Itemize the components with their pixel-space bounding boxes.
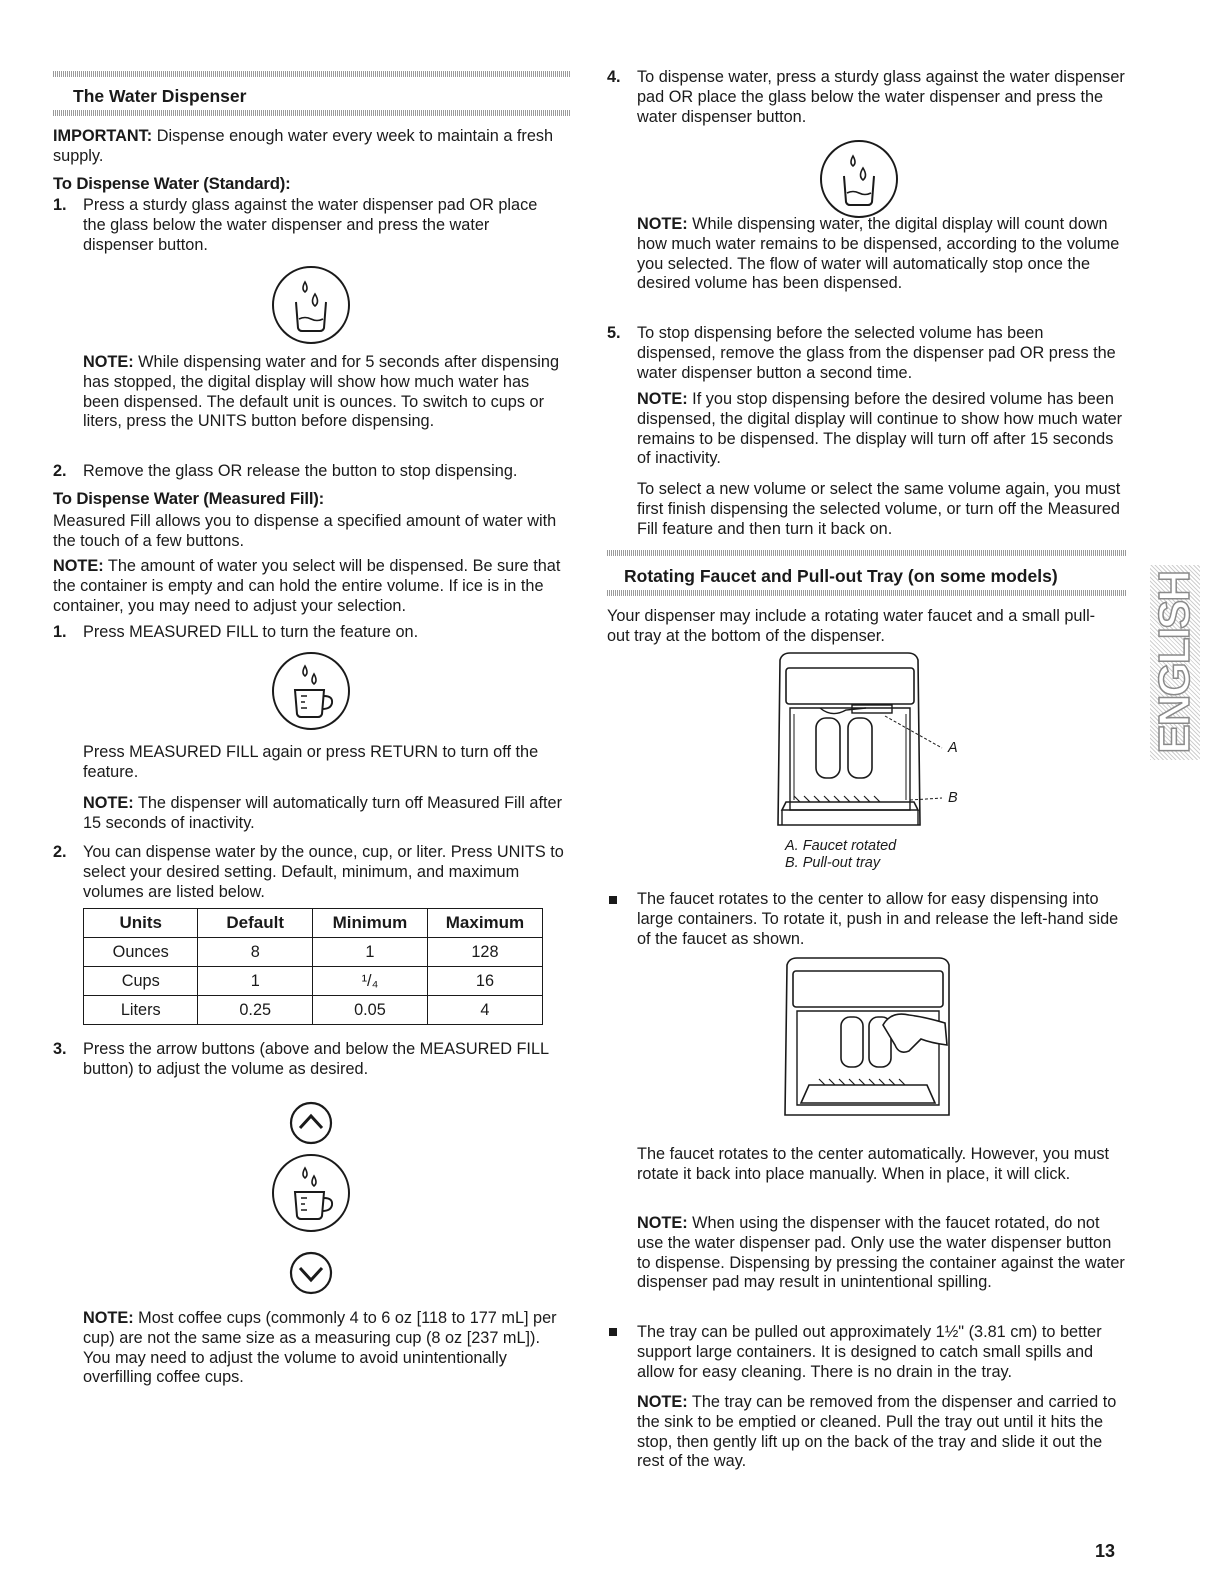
standard-heading: To Dispense Water (Standard): [53, 174, 291, 193]
step-number: 1. [53, 196, 67, 214]
bullet [609, 1328, 617, 1336]
rotating-faucet-note: NOTE: When using the dispenser with the faucet rotated, do not use the water dispenser pad. Only use the water dispenser button to dispense. Dispensing by pressing the container against the water dispenser pad may result in unintentional spilling. [637, 1214, 1125, 1292]
measured-fill-step-3: Press the arrow buttons (above and below the MEASURED FILL button) to adjust the volume as desired. [83, 1040, 549, 1078]
standard-note: NOTE: While dispensing water and for 5 seconds after dispensing has stopped, the digital display will show how much water has been dispensed. The default unit is ounces. To switch to cups or liters, press the UNITS button before dispensing. [83, 353, 560, 431]
measured-fill-off-note: NOTE: The dispenser will automatically turn off Measured Fill after 15 seconds of inactivity. [83, 794, 562, 832]
arrow-up-icon [288, 1100, 334, 1146]
measured-fill-note: NOTE: The amount of water you select will be dispensed. Be sure that the container is empty and can hold the entire volume. If ice is in the container, you may need to adjust your selection. [53, 557, 561, 615]
page-number: 13 [1095, 1541, 1116, 1561]
step-4-note: NOTE: While dispensing water, the digital display will count down how much water remains to be dispensed, according to the volume you selected. The flow of water will automatically stop once the desired volume has been dispensed. [637, 215, 1120, 293]
measured-fill-off-text: Press MEASURED FILL again or press RETURN to turn off the feature. [83, 743, 539, 781]
rotating-faucet-intro: Your dispenser may include a rotating water faucet and a small pull-out tray at the bottom of the dispenser. [607, 607, 1096, 645]
measured-fill-step-1: Press MEASURED FILL to turn the feature on. [83, 623, 419, 641]
table-header: Minimum [312, 909, 427, 938]
table-cell: 1 [198, 967, 313, 996]
measured-fill-step-4: To dispense water, press a sturdy glass against the water dispenser pad OR place the glass below the water dispenser and press the water dispenser button. [637, 68, 1125, 126]
diagram-caption-b: B. Pull-out tray [785, 855, 881, 871]
volume-table [83, 908, 543, 1025]
table-row [84, 967, 543, 996]
table-header: Default [198, 909, 313, 938]
language-tab [1150, 565, 1200, 760]
table-cell: ¹/₄ [312, 967, 427, 996]
faucet-rotation-diagram [775, 955, 965, 1120]
table-row [84, 996, 543, 1025]
pull-out-tray-note: NOTE: The tray can be removed from the dispenser and carried to the sink to be emptied or cleaned. Pull the tray out until it hits the stop, then gently lift up on the back of the tray and slide it out the rest of the way. [637, 1393, 1117, 1471]
measured-fill-step-2: You can dispense water by the ounce, cup, or liter. Press UNITS to select your desired setting. Default, minimum, and maximum volumes are listed below. [83, 843, 564, 901]
table-row [84, 938, 543, 967]
step-number: 5. [607, 324, 621, 342]
step-5-more: To select a new volume or select the same volume again, you must first finish dispensing the selected volume, or turn off the Measured Fill feature and then turn it back on. [637, 480, 1121, 538]
step-number: 4. [607, 68, 621, 86]
measured-fill-intro: Measured Fill allows you to dispense a specified amount of water with the touch of a few buttons. [53, 512, 557, 550]
measured-fill-step-5: To stop dispensing before the selected volume has been dispensed, remove the glass from the dispenser pad OR press the water dispenser button a second time. [637, 324, 1116, 382]
table-cell: 16 [427, 967, 542, 996]
section-rule-bottom [53, 110, 571, 116]
section-rule-top [53, 71, 571, 77]
table-cell: 0.05 [312, 996, 427, 1025]
rotating-faucet-auto-text: The faucet rotates to the center automatically. However, you must rotate it back into place manually. When in place, it will click. [637, 1145, 1110, 1183]
step-5-note: NOTE: If you stop dispensing before the desired volume has been dispensed, the digital display will continue to show how much water remains to be dispensed. The display will turn off after 15 seconds of inactivity. [637, 390, 1123, 468]
important-paragraph: IMPORTANT: Dispense enough water every week to maintain a fresh supply. [53, 127, 554, 165]
table-cell: 1 [312, 938, 427, 967]
measured-fill-icon [270, 1152, 352, 1234]
table-cell: 128 [427, 938, 542, 967]
section-rule-bottom [607, 590, 1127, 596]
bullet [609, 896, 617, 904]
section-rule-top [607, 550, 1127, 556]
step-number: 3. [53, 1040, 67, 1058]
pull-out-tray-bullet-2: The tray can be pulled out approximately 1½" (3.81 cm) to better support large containers. It is designed to catch small spills and allow for easy cleaning. There is no drain in the tray. [637, 1323, 1102, 1381]
table-cell: Ounces [84, 938, 198, 967]
table-header: Maximum [427, 909, 542, 938]
dispenser-diagram [760, 650, 960, 830]
table-header: Units [84, 909, 198, 938]
arrow-down-icon [288, 1250, 334, 1296]
water-dispenser-icon [270, 264, 352, 346]
measured-fill-heading: To Dispense Water (Measured Fill): [53, 489, 325, 508]
rotating-faucet-bullet-1: The faucet rotates to the center to allow for easy dispensing into large containers. To rotate it, push in and release the left-hand side of the faucet as shown. [637, 890, 1119, 948]
step-number: 1. [53, 623, 67, 641]
table-cell: Cups [84, 967, 198, 996]
table-cell: 8 [198, 938, 313, 967]
diagram-caption-a: A. Faucet rotated [785, 838, 897, 854]
standard-step-2: Remove the glass OR release the button to stop dispensing. [83, 462, 518, 480]
diagram-label-a: A [948, 740, 958, 756]
measured-fill-icon [270, 650, 352, 732]
diagram-label-b: B [948, 790, 958, 806]
table-cell: 0.25 [198, 996, 313, 1025]
standard-step-1: Press a sturdy glass against the water dispenser pad OR place the glass below the water dispenser and press the water dispenser button. [83, 196, 538, 254]
step-number: 2. [53, 843, 67, 861]
table-cell: 4 [427, 996, 542, 1025]
section-title-rotating-faucet: Rotating Faucet and Pull-out Tray (on some models) [624, 566, 1058, 586]
coffee-cup-note: NOTE: Most coffee cups (commonly 4 to 6 oz [118 to 177 mL] per cup) are not the same size as a measuring cup (8 oz [237 mL]). You may need to adjust the volume to avoid unintentionally overfilling coffee cups. [83, 1309, 557, 1387]
section-title-water-dispenser: The Water Dispenser [73, 86, 247, 106]
water-dispenser-icon [818, 138, 900, 220]
table-header-row [84, 909, 543, 938]
table-cell: Liters [84, 996, 198, 1025]
step-number: 2. [53, 462, 67, 480]
language-tab-label: ENGLISH [1150, 571, 1199, 754]
